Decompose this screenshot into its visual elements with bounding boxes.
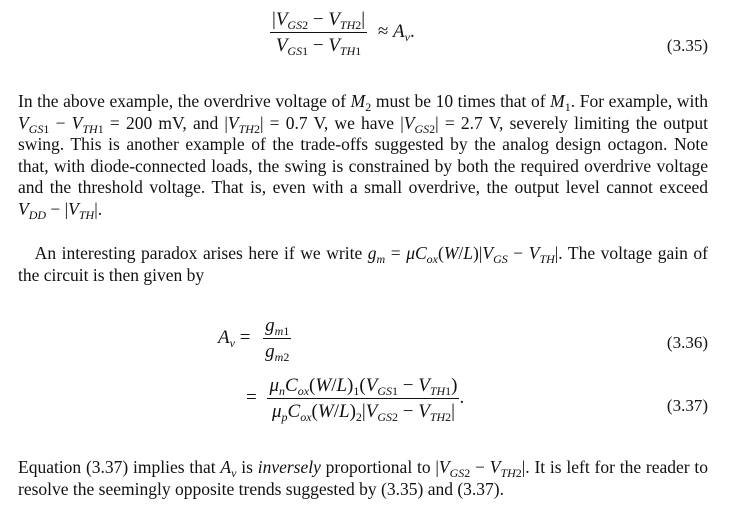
eq335-number: (3.35) <box>666 36 708 55</box>
eq335-numerator: $|V_{GS2} - V_{TH2}|$ <box>272 9 366 32</box>
eq336-denominator: $g_{m2}$ <box>265 341 290 364</box>
eq337-number: (3.37) <box>666 396 708 415</box>
eq336-number: (3.36) <box>666 333 708 352</box>
eq337-denominator: $\mu_pC_{ox}(W/L)_2|V_{GS2} - V_{TH2}|$ <box>271 401 455 424</box>
eq337-equals: = <box>246 386 257 408</box>
eq335-fraction <box>270 9 367 58</box>
paragraph-3: Equation (3.37) implies that $A_v$ is inversely proportional to $|V_{GS2} - V_{TH2}|$. It is left for the reader to resolve the seemingly opposite trends suggested by (3.35) and (3.37). <box>18 457 708 499</box>
eq337-period: . <box>459 386 465 408</box>
equation-3-36 <box>218 315 291 364</box>
eq336-lhs: $A_v$ = <box>218 326 251 350</box>
eq335-rhs: ≈ $A_v$. <box>377 20 415 44</box>
equation-3-35 <box>270 9 415 58</box>
eq337-fraction <box>267 375 459 424</box>
eq336-numerator: $g_{m1}$ <box>265 315 290 338</box>
equation-3-37 <box>246 375 465 424</box>
eq337-numerator: $\mu_nC_{ox}(W/L)_1(V_{GS1} - V_{TH1})$ <box>269 375 458 398</box>
eq335-denominator: $V_{GS1} - V_{TH1}$ <box>275 35 362 58</box>
eq336-fraction <box>263 315 291 364</box>
paragraph-2: An interesting paradox arises here if we write $g_m = \mu C_{ox}(W/L)|V_{GS} - V_{TH}|$. The voltage gain of the circuit is then given by <box>18 243 709 285</box>
paragraph-1: In the above example, the overdrive voltage of $M_2$ must be 10 times that of $M_1$. For example, with $V_{GS1} - V_{TH1} = 200$ mV, and $|V_{TH2}| = 0.7$ V, we have $|V_{GS2}| = 2.7$ V, severely limiting the output swing. This is another example of the trade-offs suggested by the analog design octagon. Note that, with diode-connected loads, the swing is constrained by both the required overdrive voltage and the threshold voltage. That is, even with a small overdrive, the output level cannot exceed $V_{DD} - |V_{TH}|$. <box>18 91 709 222</box>
